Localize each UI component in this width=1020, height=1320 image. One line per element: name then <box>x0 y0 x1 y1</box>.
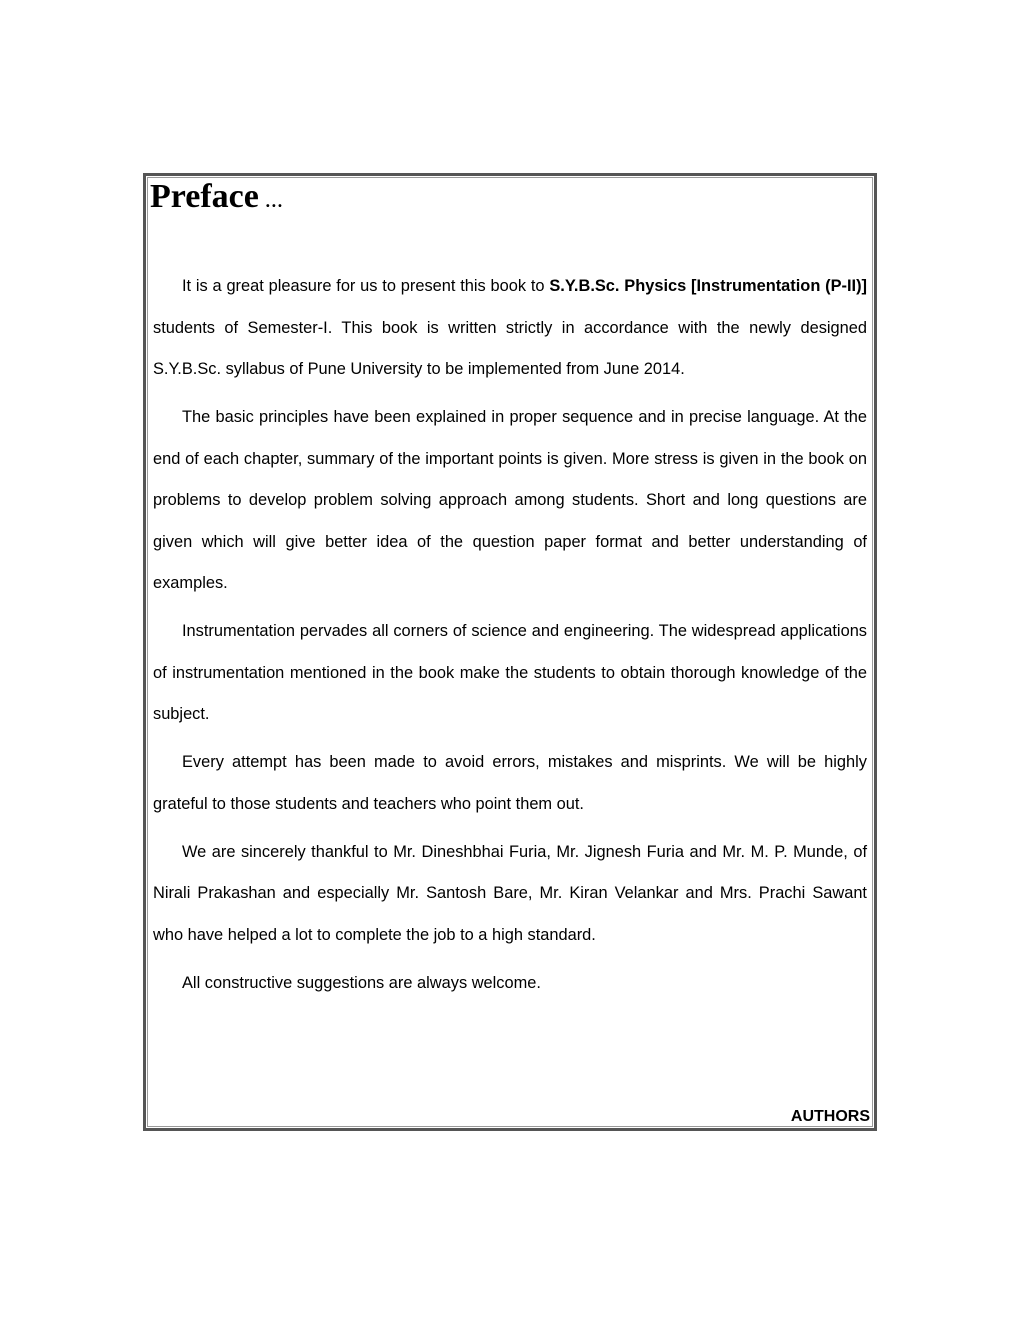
authors-signoff: AUTHORS <box>790 1108 870 1125</box>
intro-lead: It is a great pleasure for us to present this book to <box>182 277 550 295</box>
course-name: S.Y.B.Sc. Physics [Instrumentation (P-II)] <box>549 277 867 295</box>
paragraph-instrumentation: Instrumentation pervades all corners of science and engineering. The widespread applications of instrumentation mentioned in the book make the students to obtain thorough knowledge of the subject. <box>153 622 867 723</box>
page-title <box>150 180 283 214</box>
preface-frame <box>143 173 877 1131</box>
paragraph-intro <box>153 266 867 391</box>
title-text: Preface <box>150 178 259 215</box>
paragraph-suggestions: All constructive suggestions are always welcome. <box>182 973 541 992</box>
title-ellipsis: … <box>264 191 283 211</box>
paragraph-thanks: We are sincerely thankful to Mr. Dineshbhai Furia, Mr. Jignesh Furia and Mr. M. P. Munde, of Nirali Prakashan and especially Mr. Santosh Bare, Mr. Kiran Velankar and Mrs. Prachi Sawant who have helped a lot to complete the job to a high standard. <box>153 842 867 944</box>
paragraph-principles: The basic principles have been explained in proper sequence and in precise language. At the end of each chapter, summary of the important points is given. More stress is given in the book on problems to develop problem solving approach among students. Short and long questions are given which will give better idea of the question paper format and better understanding of examples. <box>153 408 867 592</box>
intro-rest: students of Semester-I. This book is written strictly in accordance with the newly designed S.Y.B.Sc. syllabus of Pune University to be implemented from June 2014. <box>153 318 867 378</box>
paragraph-errors: Every attempt has been made to avoid errors, mistakes and misprints. We will be highly grateful to those students and teachers who point them out. <box>153 753 867 813</box>
preface-body <box>153 266 867 1011</box>
